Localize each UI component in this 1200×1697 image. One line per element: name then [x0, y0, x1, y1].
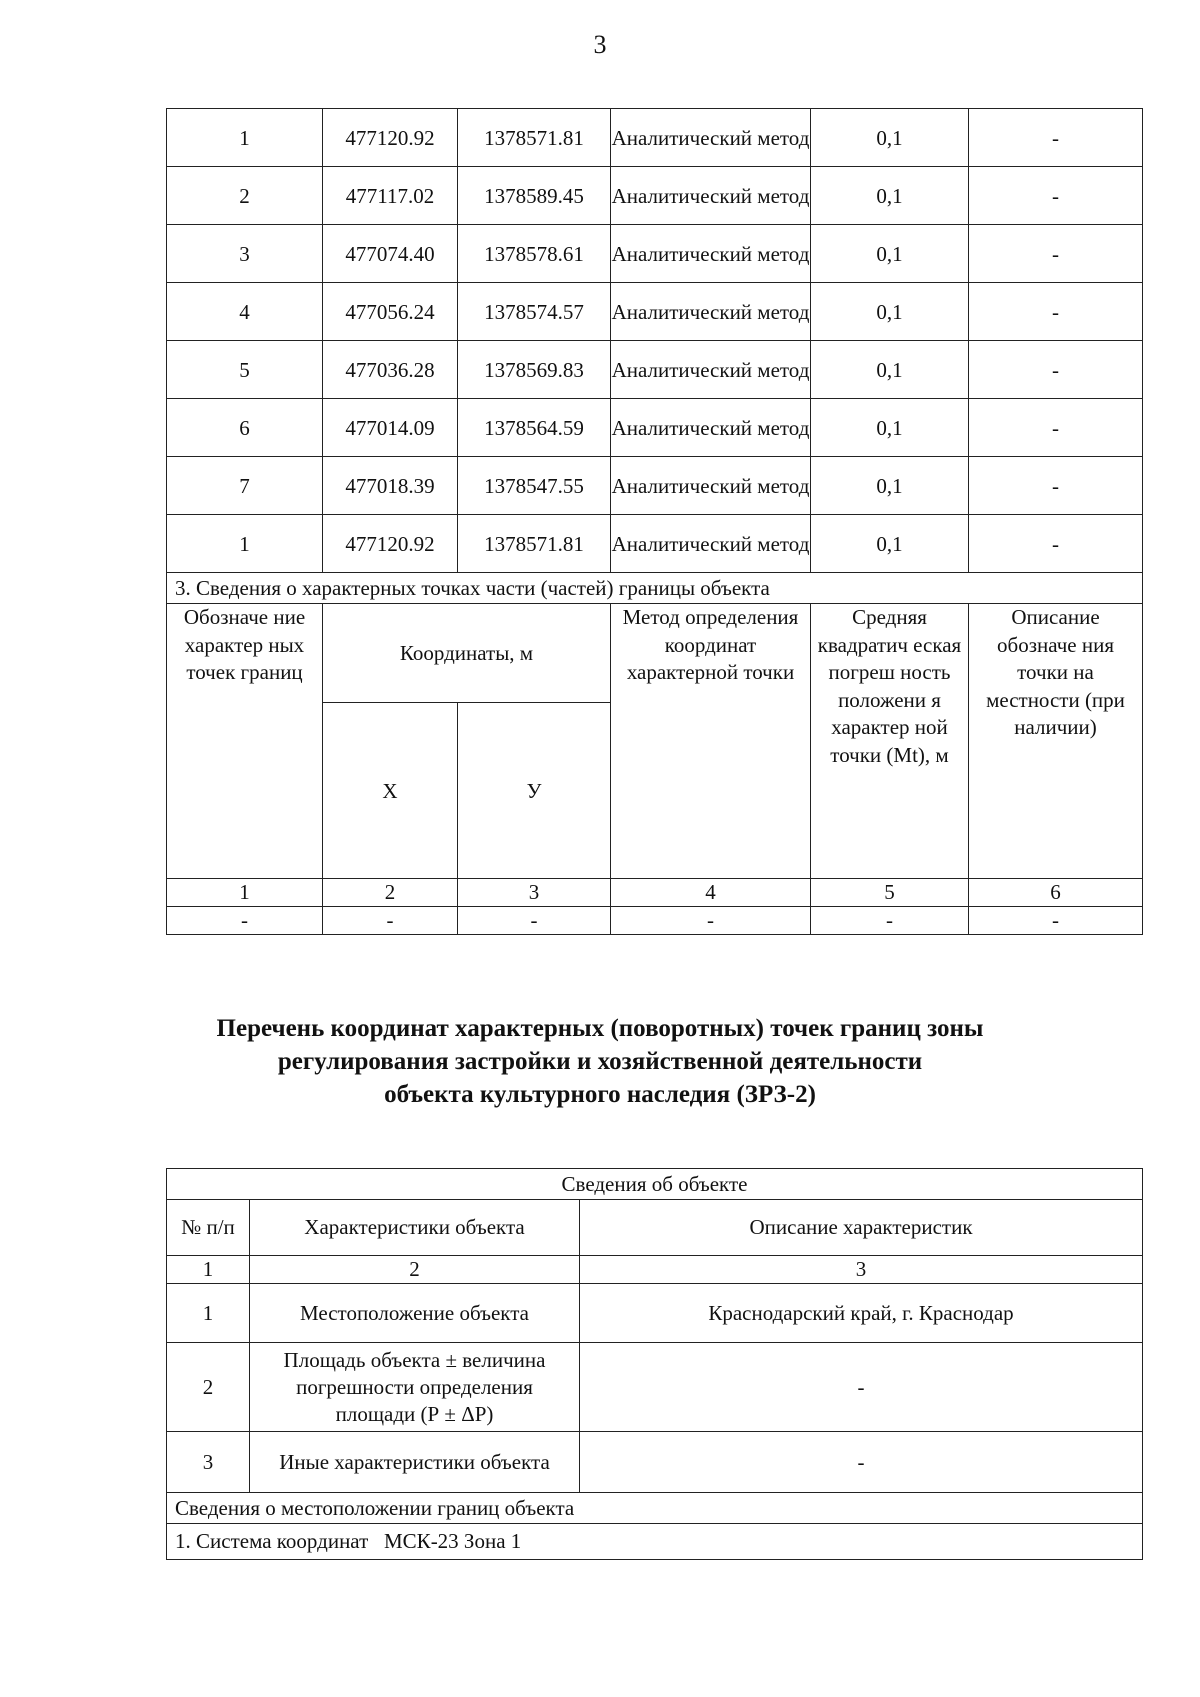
point-mt: 0,1 [811, 457, 969, 515]
header-coordinates: Координаты, м [323, 604, 611, 703]
header-designation: Обозначе ние характер ных точек границ [167, 604, 323, 879]
point-row [167, 515, 1143, 573]
location-title: Сведения о местоположении границ объекта [167, 1493, 1143, 1524]
row-characteristic: Иные характеристики объекта [250, 1432, 580, 1493]
point-y: 1378589.45 [458, 167, 611, 225]
point-description: - [969, 225, 1143, 283]
row-description: - [580, 1432, 1143, 1493]
object-info-table [166, 1168, 1143, 1560]
point-row [167, 341, 1143, 399]
column-number: 5 [811, 879, 969, 907]
point-number: 1 [167, 515, 323, 573]
point-mt: 0,1 [811, 515, 969, 573]
point-number: 2 [167, 167, 323, 225]
row-number: 1 [167, 1284, 250, 1343]
point-number: 5 [167, 341, 323, 399]
coordinate-system: 1. Система координат МСК-23 Зона 1 [167, 1524, 1143, 1560]
point-method: Аналитический метод [611, 399, 811, 457]
point-number: 3 [167, 225, 323, 283]
heading-line: объекта культурного наследия (ЗРЗ-2) [384, 1081, 816, 1108]
point-x: 477120.92 [323, 109, 458, 167]
point-description: - [969, 341, 1143, 399]
document-heading [0, 1012, 1200, 1111]
point-y: 1378571.81 [458, 515, 611, 573]
row-characteristic: Местоположение объекта [250, 1284, 580, 1343]
empty-cell: - [167, 907, 323, 935]
point-method: Аналитический метод [611, 457, 811, 515]
point-description: - [969, 167, 1143, 225]
col-header-description: Описание характеристик [580, 1200, 1143, 1256]
point-x: 477014.09 [323, 399, 458, 457]
point-x: 477074.40 [323, 225, 458, 283]
point-x: 477056.24 [323, 283, 458, 341]
point-x: 477036.28 [323, 341, 458, 399]
point-x: 477120.92 [323, 515, 458, 573]
point-description: - [969, 515, 1143, 573]
boundary-points-rows [167, 109, 1143, 573]
point-y: 1378571.81 [458, 109, 611, 167]
column-number: 3 [458, 879, 611, 907]
point-method: Аналитический метод [611, 283, 811, 341]
point-row [167, 225, 1143, 283]
object-info-title: Сведения об объекте [167, 1169, 1143, 1200]
point-row [167, 283, 1143, 341]
header-method: Метод определения координат характерной точки [611, 604, 811, 879]
point-y: 1378578.61 [458, 225, 611, 283]
point-row [167, 109, 1143, 167]
point-method: Аналитический метод [611, 225, 811, 283]
empty-cell: - [969, 907, 1143, 935]
header-mt: Средняя квадратич еская погреш ность положени я характер ной точки (Mt), м [811, 604, 969, 879]
point-description: - [969, 283, 1143, 341]
column-number: 2 [250, 1256, 580, 1284]
point-description: - [969, 457, 1143, 515]
row-number: 2 [167, 1343, 250, 1432]
empty-cell: - [611, 907, 811, 935]
header-description: Описание обозначе ния точки на местности (при наличии) [969, 604, 1143, 879]
column-number: 2 [323, 879, 458, 907]
column-number: 4 [611, 879, 811, 907]
section-3-title: 3. Сведения о характерных точках части (частей) границы объекта [167, 573, 1143, 604]
point-row [167, 399, 1143, 457]
point-y: 1378547.55 [458, 457, 611, 515]
row-number: 3 [167, 1432, 250, 1493]
row-description: - [580, 1343, 1143, 1432]
point-mt: 0,1 [811, 341, 969, 399]
point-row [167, 457, 1143, 515]
col-header-number: № п/п [167, 1200, 250, 1256]
heading-line: Перечень координат характерных (поворотных) точек границ зоны [216, 1015, 984, 1042]
point-number: 6 [167, 399, 323, 457]
point-y: 1378574.57 [458, 283, 611, 341]
point-description: - [969, 109, 1143, 167]
point-number: 4 [167, 283, 323, 341]
point-method: Аналитический метод [611, 515, 811, 573]
point-mt: 0,1 [811, 167, 969, 225]
point-number: 7 [167, 457, 323, 515]
point-y: 1378564.59 [458, 399, 611, 457]
point-mt: 0,1 [811, 225, 969, 283]
col-header-characteristic: Характеристики объекта [250, 1200, 580, 1256]
point-description: - [969, 399, 1143, 457]
empty-cell: - [323, 907, 458, 935]
point-y: 1378569.83 [458, 341, 611, 399]
point-method: Аналитический метод [611, 341, 811, 399]
column-number: 6 [969, 879, 1143, 907]
point-x: 477018.39 [323, 457, 458, 515]
row-characteristic: Площадь объекта ± величина погрешности определения площади (Р ± ΔР) [250, 1343, 580, 1432]
header-y: У [458, 703, 611, 879]
point-mt: 0,1 [811, 283, 969, 341]
point-x: 477117.02 [323, 167, 458, 225]
point-mt: 0,1 [811, 109, 969, 167]
point-mt: 0,1 [811, 399, 969, 457]
empty-cell: - [811, 907, 969, 935]
page-number: 3 [593, 30, 607, 59]
column-number: 3 [580, 1256, 1143, 1284]
header-x: X [323, 703, 458, 879]
heading-line: регулирования застройки и хозяйственной деятельности [277, 1048, 923, 1075]
boundary-points-table [166, 108, 1143, 935]
row-description: Краснодарский край, г. Краснодар [580, 1284, 1143, 1343]
point-method: Аналитический метод [611, 167, 811, 225]
column-number: 1 [167, 1256, 250, 1284]
point-row [167, 167, 1143, 225]
column-number: 1 [167, 879, 323, 907]
point-method: Аналитический метод [611, 109, 811, 167]
empty-cell: - [458, 907, 611, 935]
point-number: 1 [167, 109, 323, 167]
